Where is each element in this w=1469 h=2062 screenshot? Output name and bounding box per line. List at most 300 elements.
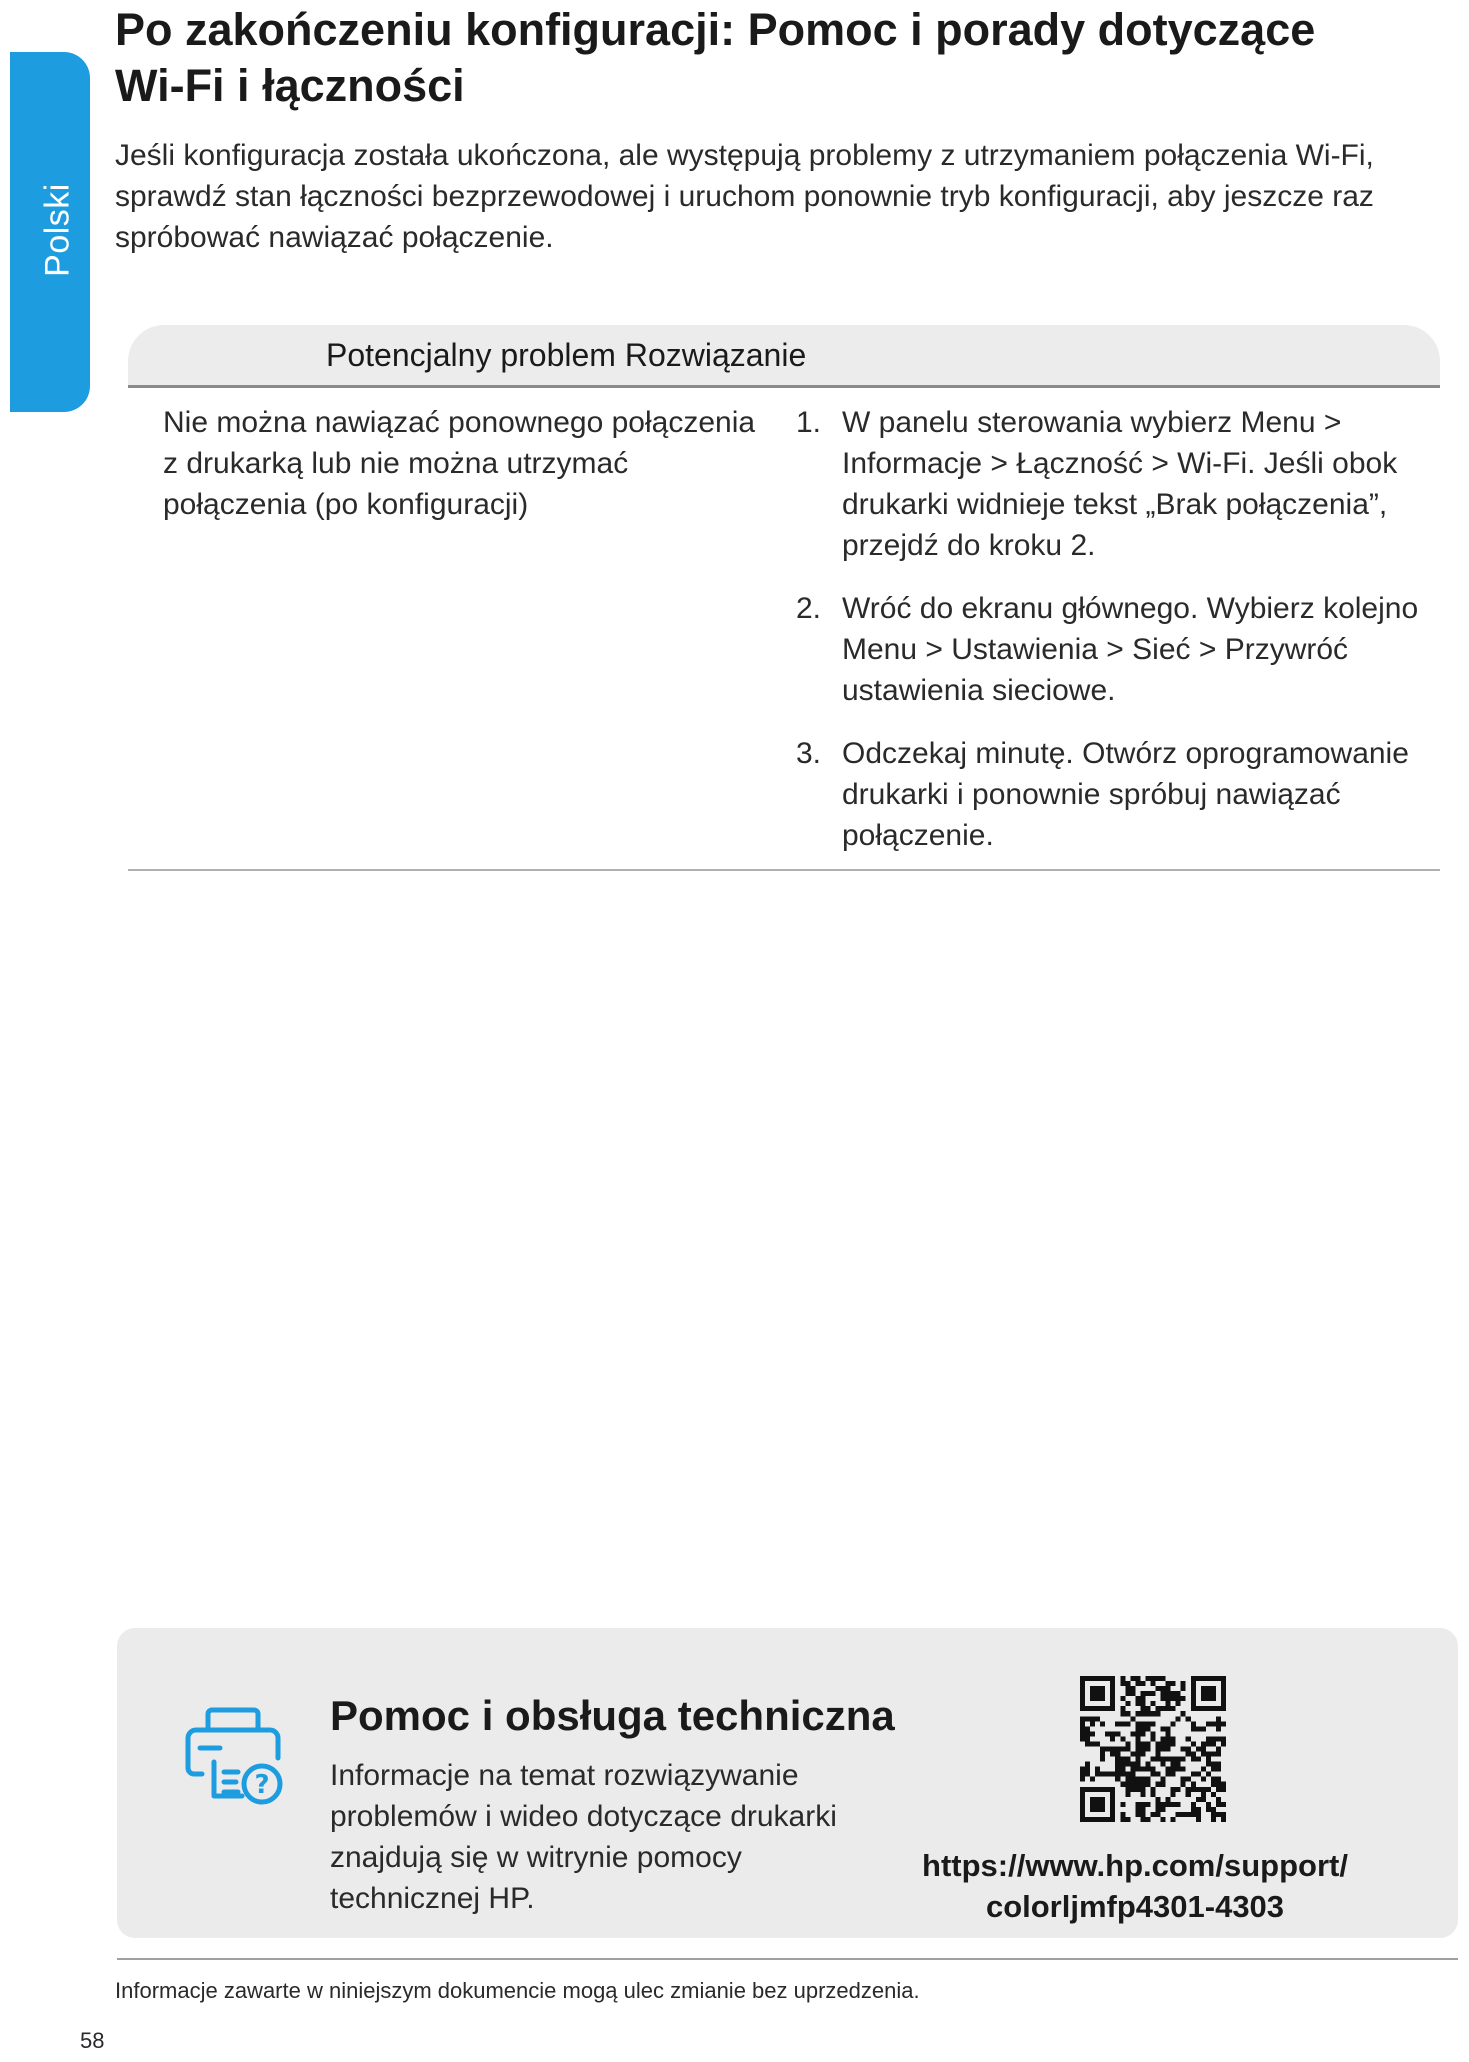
qr-module (1161, 1746, 1166, 1751)
qr-module (1140, 1817, 1145, 1822)
qr-module (1221, 1721, 1226, 1726)
qr-module (1216, 1736, 1221, 1741)
qr-module (1166, 1767, 1171, 1772)
qr-module (1211, 1782, 1216, 1787)
qr-module (1100, 1757, 1105, 1762)
qr-module (1125, 1762, 1130, 1767)
qr-module (1196, 1807, 1201, 1812)
qr-module (1095, 1696, 1100, 1701)
qr-module (1135, 1777, 1140, 1782)
qr-module (1105, 1706, 1110, 1711)
qr-module (1080, 1777, 1085, 1782)
qr-module (1095, 1741, 1100, 1746)
qr-module (1095, 1767, 1100, 1772)
qr-module (1191, 1772, 1196, 1777)
intro-paragraph: Jeśli konfiguracja została ukończona, ale występują problemy z utrzymaniem połączenia Wi-Fi, sprawdź stan łączności bezprzewodowej i uruchom ponownie tryb konfiguracji, aby jeszcze raz spróbować nawiązać połączenie. (115, 139, 1374, 254)
qr-module (1090, 1706, 1095, 1711)
qr-module (1100, 1686, 1105, 1691)
qr-module (1201, 1726, 1206, 1731)
page-title (115, 2, 1415, 114)
qr-module (1080, 1726, 1085, 1731)
qr-module (1171, 1691, 1176, 1696)
qr-module (1120, 1782, 1125, 1787)
qr-module (1095, 1691, 1100, 1696)
qr-module (1166, 1736, 1171, 1741)
qr-module (1140, 1696, 1145, 1701)
qr-module (1181, 1812, 1186, 1817)
qr-module (1191, 1686, 1196, 1691)
qr-module (1221, 1736, 1226, 1741)
qr-module (1090, 1696, 1095, 1701)
qr-module (1110, 1817, 1115, 1822)
qr-module (1115, 1757, 1120, 1762)
qr-module (1156, 1741, 1161, 1746)
qr-module (1176, 1696, 1181, 1701)
qr-module (1166, 1701, 1171, 1706)
qr-module (1206, 1787, 1211, 1792)
qr-module (1156, 1752, 1161, 1757)
qr-module (1176, 1691, 1181, 1696)
table-header-text: Potencjalny problem Rozwiązanie (326, 337, 807, 373)
qr-module (1145, 1746, 1150, 1751)
qr-module (1095, 1772, 1100, 1777)
qr-module (1191, 1802, 1196, 1807)
qr-module (1090, 1777, 1095, 1782)
qr-module (1156, 1711, 1161, 1716)
qr-module (1191, 1726, 1196, 1731)
qr-module (1140, 1752, 1145, 1757)
step-number: 1. (796, 406, 822, 439)
qr-module (1166, 1802, 1171, 1807)
qr-module (1105, 1731, 1110, 1736)
qr-module (1221, 1681, 1226, 1686)
language-tab-label: Polski (38, 183, 77, 277)
qr-module (1156, 1797, 1161, 1802)
qr-module (1221, 1691, 1226, 1696)
qr-module (1211, 1721, 1216, 1726)
qr-module (1145, 1802, 1150, 1807)
qr-module (1140, 1777, 1145, 1782)
qr-module (1145, 1777, 1150, 1782)
qr-module (1196, 1787, 1201, 1792)
qr-module (1080, 1807, 1085, 1812)
qr-module (1140, 1767, 1145, 1772)
qr-module (1211, 1817, 1216, 1822)
qr-module (1216, 1812, 1221, 1817)
qr-module (1080, 1681, 1085, 1686)
qr-module (1161, 1741, 1166, 1746)
qr-module (1166, 1681, 1171, 1686)
qr-module (1166, 1691, 1171, 1696)
qr-module (1130, 1777, 1135, 1782)
qr-module (1191, 1741, 1196, 1746)
qr-module (1080, 1772, 1085, 1777)
qr-module (1211, 1767, 1216, 1772)
qr-module (1166, 1731, 1171, 1736)
qr-module (1080, 1696, 1085, 1701)
qr-module (1090, 1817, 1095, 1822)
qr-module (1211, 1691, 1216, 1696)
qr-module (1211, 1741, 1216, 1746)
problem-cell: Nie można nawiązać ponownego połączenia z drukarką lub nie można utrzymać połączenia (po konfiguracji) (163, 406, 756, 521)
qr-module (1145, 1817, 1150, 1822)
qr-module (1166, 1746, 1171, 1751)
qr-module (1115, 1762, 1120, 1767)
qr-module (1135, 1812, 1140, 1817)
qr-module (1211, 1762, 1216, 1767)
qr-module (1161, 1782, 1166, 1787)
qr-module (1196, 1772, 1201, 1777)
qr-module (1125, 1681, 1130, 1686)
qr-module (1191, 1696, 1196, 1701)
qr-module (1140, 1787, 1145, 1792)
qr-module (1085, 1767, 1090, 1772)
qr-module (1211, 1792, 1216, 1797)
qr-module (1216, 1782, 1221, 1787)
qr-module (1176, 1701, 1181, 1706)
qr-module (1150, 1691, 1155, 1696)
qr-module (1085, 1762, 1090, 1767)
qr-module (1171, 1767, 1176, 1772)
qr-module (1135, 1736, 1140, 1741)
qr-module (1201, 1696, 1206, 1701)
qr-module (1090, 1741, 1095, 1746)
qr-module (1140, 1807, 1145, 1812)
qr-module (1100, 1797, 1105, 1802)
qr-module (1156, 1782, 1161, 1787)
qr-module (1135, 1721, 1140, 1726)
qr-module (1135, 1807, 1140, 1812)
qr-module (1191, 1701, 1196, 1706)
qr-module (1150, 1787, 1155, 1792)
qr-module (1191, 1752, 1196, 1757)
qr-module (1090, 1721, 1095, 1726)
qr-module (1161, 1676, 1166, 1681)
qr-module (1090, 1731, 1095, 1736)
qr-module (1181, 1767, 1186, 1772)
qr-module (1176, 1716, 1181, 1721)
qr-module (1100, 1691, 1105, 1696)
qr-module (1115, 1772, 1120, 1777)
qr-module (1080, 1797, 1085, 1802)
qr-module (1130, 1782, 1135, 1787)
qr-module (1156, 1812, 1161, 1817)
qr-module (1085, 1726, 1090, 1731)
qr-module (1176, 1762, 1181, 1767)
qr-module (1085, 1716, 1090, 1721)
qr-module (1216, 1802, 1221, 1807)
qr-module (1206, 1802, 1211, 1807)
solution-step (796, 588, 1436, 711)
qr-module (1120, 1676, 1125, 1681)
qr-module (1201, 1691, 1206, 1696)
qr-module (1221, 1817, 1226, 1822)
qr-module (1150, 1721, 1155, 1726)
qr-module (1191, 1676, 1196, 1681)
support-url-line-2[interactable]: colorljmfp4301-4303 (985, 1889, 1285, 1924)
qr-module (1125, 1711, 1130, 1716)
qr-module (1100, 1706, 1105, 1711)
qr-module (1196, 1676, 1201, 1681)
qr-module (1171, 1681, 1176, 1686)
qr-module (1221, 1686, 1226, 1691)
qr-module (1206, 1721, 1211, 1726)
qr-module (1221, 1701, 1226, 1706)
qr-module (1176, 1787, 1181, 1792)
qr-module (1145, 1706, 1150, 1711)
qr-module (1125, 1817, 1130, 1822)
qr-module (1120, 1721, 1125, 1726)
qr-module (1216, 1767, 1221, 1772)
qr-module (1216, 1787, 1221, 1792)
qr-module (1135, 1746, 1140, 1751)
qr-module (1115, 1777, 1120, 1782)
qr-module (1115, 1746, 1120, 1751)
printer-help-icon (180, 1700, 290, 1810)
qr-module (1110, 1691, 1115, 1696)
qr-module (1135, 1752, 1140, 1757)
qr-module (1080, 1706, 1085, 1711)
qr-module (1110, 1812, 1115, 1817)
step-number: 3. (796, 737, 822, 770)
qr-module (1166, 1757, 1171, 1762)
qr-module (1161, 1706, 1166, 1711)
qr-module (1080, 1787, 1085, 1792)
qr-module (1150, 1731, 1155, 1736)
qr-module (1221, 1787, 1226, 1792)
qr-module (1221, 1676, 1226, 1681)
qr-module (1196, 1797, 1201, 1802)
qr-module (1130, 1686, 1135, 1691)
qr-code[interactable] (1080, 1676, 1226, 1822)
qr-module (1135, 1741, 1140, 1746)
qr-module (1110, 1701, 1115, 1706)
qr-module (1186, 1792, 1191, 1797)
qr-module (1080, 1691, 1085, 1696)
qr-module (1221, 1782, 1226, 1787)
qr-module (1130, 1772, 1135, 1777)
qr-module (1100, 1752, 1105, 1757)
qr-module (1090, 1716, 1095, 1721)
qr-module (1095, 1797, 1100, 1802)
qr-module (1120, 1812, 1125, 1817)
qr-module (1206, 1696, 1211, 1701)
qr-module (1216, 1777, 1221, 1782)
qr-module (1110, 1731, 1115, 1736)
solution-steps (796, 402, 1436, 878)
qr-module (1135, 1711, 1140, 1716)
qr-module (1206, 1741, 1211, 1746)
qr-module (1135, 1757, 1140, 1762)
step-text: W panelu sterowania wybierz Menu > Informacje > Łączność > Wi-Fi. Jeśli obok drukarki widnieje tekst „Brak połączenia”, przejdź do kroku 2. (842, 406, 1398, 562)
qr-module (1120, 1736, 1125, 1741)
qr-module (1085, 1731, 1090, 1736)
qr-module (1085, 1676, 1090, 1681)
qr-module (1166, 1726, 1171, 1731)
page-title-line-1: Po zakończeniu konfiguracji: Pomoc i porady dotyczące (115, 4, 1316, 55)
qr-module (1196, 1757, 1201, 1762)
qr-module (1130, 1767, 1135, 1772)
qr-module (1166, 1686, 1171, 1691)
qr-module (1201, 1797, 1206, 1802)
support-url-line-1[interactable]: https://www.hp.com/support/ (922, 1848, 1348, 1883)
qr-module (1181, 1711, 1186, 1716)
qr-module (1206, 1757, 1211, 1762)
qr-module (1161, 1691, 1166, 1696)
qr-module (1201, 1787, 1206, 1792)
qr-module (1095, 1807, 1100, 1812)
qr-module (1201, 1792, 1206, 1797)
qr-module (1140, 1802, 1145, 1807)
qr-module (1130, 1762, 1135, 1767)
qr-module (1156, 1807, 1161, 1812)
qr-module (1095, 1706, 1100, 1711)
qr-module (1211, 1686, 1216, 1691)
qr-module (1120, 1711, 1125, 1716)
qr-module (1171, 1696, 1176, 1701)
qr-module (1186, 1752, 1191, 1757)
qr-module (1100, 1807, 1105, 1812)
qr-module (1080, 1802, 1085, 1807)
qr-module (1115, 1767, 1120, 1772)
qr-module (1110, 1736, 1115, 1741)
support-title: Pomoc i obsługa techniczna (330, 1692, 895, 1739)
qr-module (1221, 1802, 1226, 1807)
qr-module (1110, 1696, 1115, 1701)
qr-module (1080, 1792, 1085, 1797)
qr-module (1206, 1772, 1211, 1777)
qr-module (1095, 1686, 1100, 1691)
qr-module (1140, 1706, 1145, 1711)
qr-module (1090, 1691, 1095, 1696)
qr-module (1150, 1736, 1155, 1741)
qr-module (1125, 1777, 1130, 1782)
qr-module (1105, 1817, 1110, 1822)
qr-module (1161, 1817, 1166, 1822)
qr-module (1090, 1676, 1095, 1681)
qr-module (1085, 1736, 1090, 1741)
qr-module (1145, 1726, 1150, 1731)
qr-module (1110, 1676, 1115, 1681)
qr-module (1196, 1817, 1201, 1822)
qr-module (1110, 1746, 1115, 1751)
qr-module (1211, 1812, 1216, 1817)
qr-module (1216, 1716, 1221, 1721)
qr-module (1206, 1752, 1211, 1757)
qr-module (1166, 1706, 1171, 1711)
qr-module (1080, 1686, 1085, 1691)
qr-module (1080, 1721, 1085, 1726)
qr-module (1100, 1676, 1105, 1681)
qr-module (1080, 1767, 1085, 1772)
qr-module (1186, 1812, 1191, 1817)
qr-module (1161, 1762, 1166, 1767)
qr-module (1080, 1817, 1085, 1822)
qr-module (1140, 1701, 1145, 1706)
qr-module (1130, 1752, 1135, 1757)
qr-module (1145, 1762, 1150, 1767)
svg-text:?: ? (254, 1770, 270, 1800)
qr-module (1156, 1676, 1161, 1681)
qr-module (1145, 1676, 1150, 1681)
qr-module (1125, 1701, 1130, 1706)
qr-module (1095, 1787, 1100, 1792)
qr-module (1100, 1772, 1105, 1777)
qr-module (1105, 1787, 1110, 1792)
qr-module (1171, 1772, 1176, 1777)
qr-module (1100, 1696, 1105, 1701)
qr-module (1120, 1817, 1125, 1822)
qr-module (1110, 1686, 1115, 1691)
qr-module (1105, 1746, 1110, 1751)
qr-module (1211, 1676, 1216, 1681)
qr-module (1206, 1807, 1211, 1812)
qr-module (1125, 1787, 1130, 1792)
qr-module (1181, 1782, 1186, 1787)
qr-module (1161, 1802, 1166, 1807)
qr-module (1156, 1802, 1161, 1807)
qr-module (1125, 1691, 1130, 1696)
qr-module (1211, 1777, 1216, 1782)
qr-module (1125, 1792, 1130, 1797)
qr-module (1201, 1777, 1206, 1782)
qr-module (1171, 1741, 1176, 1746)
qr-module (1080, 1701, 1085, 1706)
qr-module (1171, 1802, 1176, 1807)
qr-module (1135, 1676, 1140, 1681)
qr-module (1206, 1706, 1211, 1711)
qr-module (1085, 1787, 1090, 1792)
qr-module (1090, 1802, 1095, 1807)
qr-module (1156, 1686, 1161, 1691)
qr-module (1176, 1767, 1181, 1772)
qr-module (1161, 1726, 1166, 1731)
qr-module (1140, 1741, 1145, 1746)
qr-module (1201, 1686, 1206, 1691)
qr-module (1135, 1787, 1140, 1792)
qr-module (1191, 1757, 1196, 1762)
qr-module (1115, 1721, 1120, 1726)
qr-module (1166, 1741, 1171, 1746)
qr-module (1216, 1752, 1221, 1757)
qr-module (1110, 1752, 1115, 1757)
qr-module (1100, 1787, 1105, 1792)
qr-module (1191, 1721, 1196, 1726)
qr-module (1080, 1812, 1085, 1817)
qr-module (1080, 1731, 1085, 1736)
qr-module (1120, 1762, 1125, 1767)
qr-module (1135, 1802, 1140, 1807)
qr-module (1140, 1681, 1145, 1686)
qr-module (1221, 1696, 1226, 1701)
qr-module (1191, 1812, 1196, 1817)
qr-module (1186, 1716, 1191, 1721)
qr-module (1135, 1767, 1140, 1772)
qr-module (1140, 1782, 1145, 1787)
qr-module (1110, 1797, 1115, 1802)
qr-module (1201, 1676, 1206, 1681)
qr-module (1216, 1746, 1221, 1751)
qr-module (1206, 1691, 1211, 1696)
qr-module (1135, 1696, 1140, 1701)
qr-module (1110, 1787, 1115, 1792)
table-header (128, 325, 1440, 388)
qr-module (1171, 1762, 1176, 1767)
support-url-link[interactable] (870, 1845, 1400, 1927)
qr-module (1161, 1736, 1166, 1741)
qr-module (1145, 1767, 1150, 1772)
qr-module (1125, 1741, 1130, 1746)
